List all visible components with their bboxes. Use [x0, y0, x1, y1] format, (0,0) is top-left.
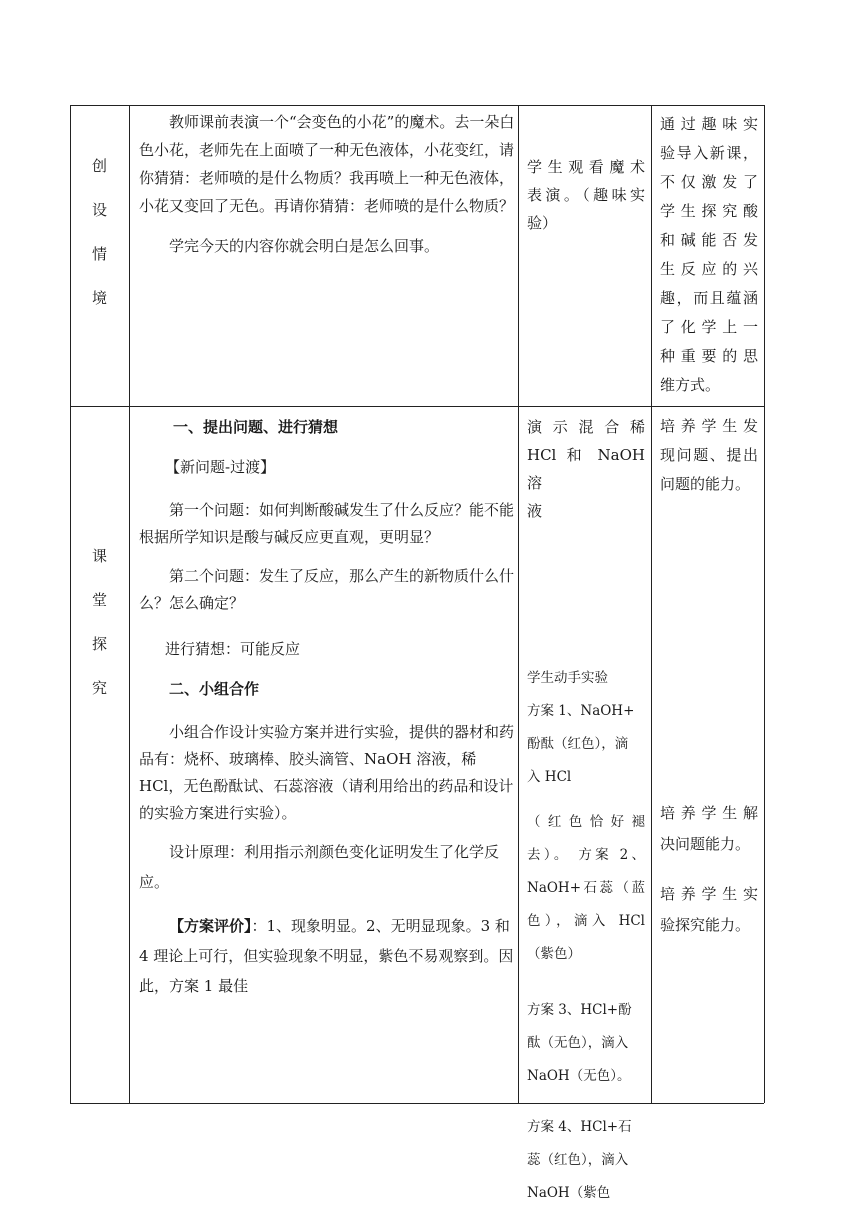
text-line: 培养学生实	[660, 885, 758, 903]
new-problem-label: 【新问题-过渡】	[165, 458, 276, 476]
label-char: 创	[91, 157, 107, 175]
demo-text	[527, 413, 645, 525]
text-line: 表演。（趣味实	[527, 186, 645, 204]
text-line: 培养学生发	[660, 417, 758, 435]
section-heading: 一、提出问题、进行猜想	[173, 418, 339, 436]
text-line: 入 HCl	[527, 769, 572, 785]
text-line: 了化学上一	[660, 318, 758, 336]
text-line: 酞（无色），滴入	[527, 1035, 629, 1051]
text-line: 方案 3、HCl+酚	[527, 1002, 632, 1018]
guess-text: 进行猜想：可能反应	[165, 640, 301, 658]
design-principle: 设计原理：利用指示剂颜色变化证明发生了化学反应。	[139, 843, 500, 891]
text-line: NaOH（无色）。	[527, 1068, 631, 1084]
student-experiment	[527, 662, 645, 971]
evaluation-text: ：1、现象明显。2、无明显现象。3 和 4 理论上可行，但实验现象不明显，紫色不易观察到。因此，方案 1 最佳	[139, 917, 514, 995]
section-heading: 二、小组合作	[169, 680, 260, 698]
evaluation-label: 【方案评价】	[169, 917, 252, 935]
column-divider	[129, 105, 130, 1103]
column-divider	[518, 105, 519, 1103]
text-line: 色），滴入 HCl	[527, 913, 645, 929]
text-line: 现问题、提出	[660, 446, 758, 464]
text-line: （红色恰好褪	[527, 814, 645, 830]
text-line: NaOH+石蕊（蓝	[527, 880, 645, 896]
text-line: 蕊（红色），滴入	[527, 1152, 629, 1168]
text-line: 方案 1、NaOH+	[527, 703, 635, 719]
text-line: 种重要的思	[660, 347, 758, 365]
table-right-border	[764, 105, 765, 1103]
design-intent-solve	[660, 798, 758, 860]
label-char: 情	[91, 245, 107, 263]
label-char: 究	[91, 679, 107, 697]
label-char: 境	[91, 289, 107, 307]
text-line: 不仅激发了	[660, 173, 758, 191]
text-line: 问题的能力。	[660, 475, 751, 493]
text-line: 培养学生解	[660, 804, 758, 822]
design-intent-intro	[660, 110, 758, 400]
teacher-paragraph: 教师课前表演一个“会变色的小花”的魔术。去一朵白色小花，老师先在上面喷了一种无色液体，小花变红，请你猜猜：老师喷的是什么物质？我再喷上一种无色液体，小花又变回了无色。再请你猜猜：老师喷的是什么物质？	[139, 113, 515, 215]
text-line: 去）。 方案 2、	[527, 847, 645, 863]
table-top-border	[70, 105, 764, 106]
design-intent-experiment	[660, 879, 758, 941]
text-line: 决问题能力。	[660, 835, 751, 853]
question-one: 第一个问题：如何判断酸碱发生了什么反应？能不能根据所学知识是酸与碱反应更直观，更明显？	[139, 501, 515, 546]
row-divider	[70, 406, 764, 407]
scheme-three	[527, 994, 645, 1093]
teacher-activity-inquiry	[139, 413, 515, 1001]
text-line: 方案 4、HCl+石	[527, 1119, 632, 1135]
text-line: 验导入新课，	[660, 144, 758, 162]
label-char: 课	[91, 547, 107, 565]
text-line: HCl 和 NaOH 溶	[527, 446, 645, 492]
text-line: 酚酞（红色），滴	[527, 736, 629, 752]
label-char: 探	[91, 635, 107, 653]
text-line: 和碱能否发	[660, 231, 758, 249]
student-activity-intro	[527, 153, 645, 237]
label-char: 设	[91, 201, 107, 219]
text-line: 验探究能力。	[660, 916, 751, 934]
text-line: 维方式。	[660, 376, 721, 394]
text-line: 学生观看魔术	[527, 158, 645, 176]
column-divider	[651, 105, 652, 1103]
scheme-four-overflow	[527, 1111, 645, 1210]
group-work-text: 小组合作设计实验方案并进行实验，提供的器材和药品有：烧杯、玻璃棒、胶头滴管、NaOH 溶液，稀 HCl，无色酚酞试、石蕊溶液（请利用给出的药品和设计的实验方案进行实验）。	[139, 723, 515, 822]
row-label-create-situation	[70, 144, 129, 320]
text-line: 学生探究酸	[660, 202, 758, 220]
text-line: 演示混合稀	[527, 418, 645, 436]
table-bottom-border	[70, 1103, 764, 1104]
text-line: 趣，而且蕴涵	[660, 289, 758, 307]
text-line: 液	[527, 502, 543, 520]
text-line: （紫色）	[527, 946, 581, 962]
scheme-evaluation	[139, 911, 515, 1001]
teacher-paragraph: 学完今天的内容你就会明白是怎么回事。	[169, 237, 440, 255]
text-line: NaOH（紫色	[527, 1185, 611, 1201]
teacher-activity-intro	[139, 108, 515, 260]
text-line: 生反应的兴	[660, 260, 758, 278]
design-intent-problem	[660, 412, 758, 499]
text-line: 学生动手实验	[527, 670, 608, 686]
text-line: 通过趣味实	[660, 115, 758, 133]
label-char: 堂	[91, 591, 107, 609]
question-two: 第二个问题：发生了反应，那么产生的新物质什么什么？怎么确定？	[139, 567, 515, 612]
row-label-class-inquiry	[70, 534, 129, 710]
text-line: 验）	[527, 214, 558, 232]
